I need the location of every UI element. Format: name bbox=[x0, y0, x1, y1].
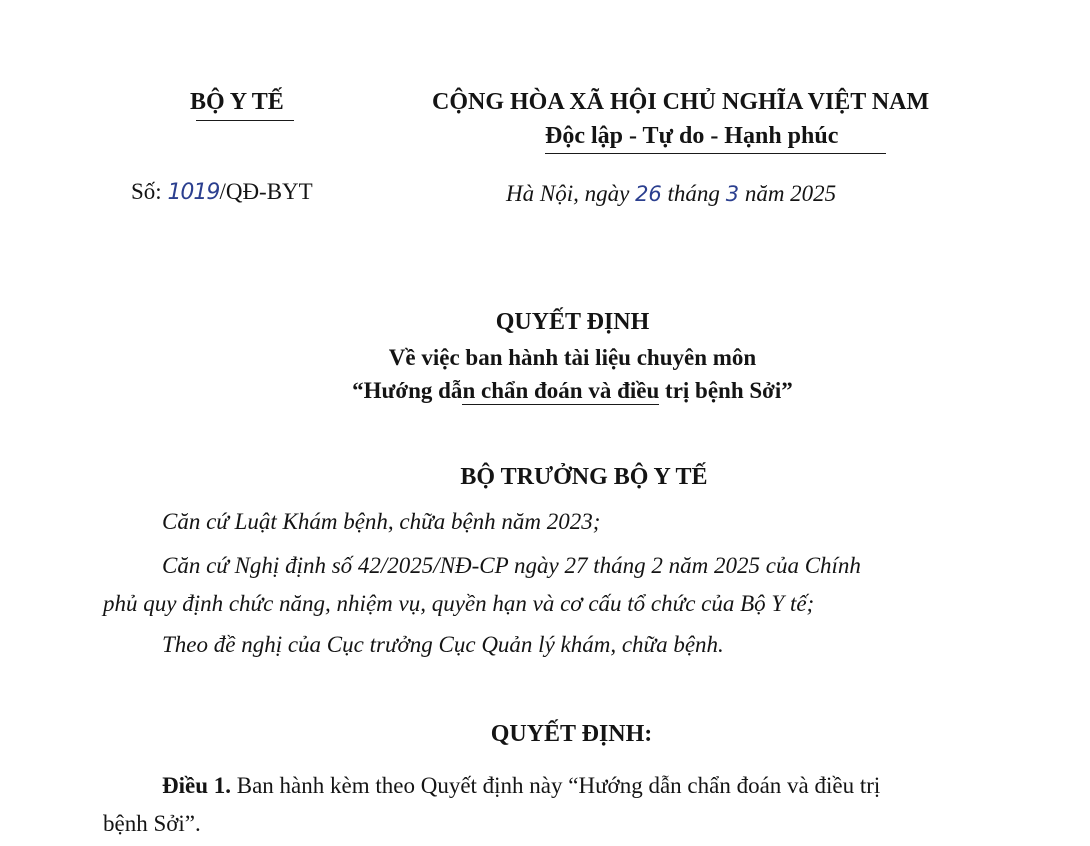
handwritten-day: 26 bbox=[635, 182, 662, 206]
country-title: CỘNG HÒA XÃ HỘI CHỦ NGHĨA VIỆT NAM bbox=[432, 89, 930, 115]
agency-name: BỘ Y TẾ bbox=[190, 89, 284, 115]
date-year: năm 2025 bbox=[739, 181, 837, 206]
basis-line-2a: Căn cứ Nghị định số 42/2025/NĐ-CP ngày 27 tháng 2 năm 2025 của Chính bbox=[162, 553, 861, 578]
reference-prefix: Số: bbox=[131, 179, 168, 204]
basis-line-1: Căn cứ Luật Khám bệnh, chữa bệnh năm 2023; bbox=[162, 509, 601, 534]
handwritten-number: 1019 bbox=[167, 180, 220, 205]
decision-subject: Về việc ban hành tài liệu chuyên môn bbox=[388, 345, 757, 370]
basis-line-3: Theo đề nghị của Cục trưởng Cục Quản lý khám, chữa bệnh. bbox=[162, 632, 724, 657]
decision-title: QUYẾT ĐỊNH bbox=[495, 309, 650, 335]
reference-suffix: /QĐ-BYT bbox=[219, 179, 313, 204]
document-name-part1: “Hướng dẫ bbox=[352, 378, 463, 403]
motto-underline bbox=[545, 153, 886, 154]
reference-number bbox=[131, 180, 313, 204]
issuing-authority: BỘ TRƯỞNG BỘ Y TẾ bbox=[460, 464, 708, 490]
place-date bbox=[506, 182, 836, 205]
agency-underline bbox=[196, 120, 294, 121]
national-motto: Độc lập - Tự do - Hạnh phúc bbox=[545, 123, 839, 149]
date-prefix: Hà Nội, ngày bbox=[506, 181, 636, 206]
article-1-label: Điều 1. bbox=[162, 773, 231, 798]
article-1-line-2: bệnh Sởi”. bbox=[103, 811, 201, 836]
article-1-line-1 bbox=[162, 774, 880, 797]
handwritten-month: 3 bbox=[725, 182, 740, 206]
date-month-label: tháng bbox=[661, 181, 726, 206]
decision-heading: QUYẾT ĐỊNH: bbox=[490, 721, 653, 747]
basis-line-2b: phủ quy định chức năng, nhiệm vụ, quyền hạn và cơ cấu tổ chức của Bộ Y tế; bbox=[103, 591, 815, 616]
article-1-text: Ban hành kèm theo Quyết định này “Hướng dẫn chẩn đoán và điều trị bbox=[231, 773, 881, 798]
document-name bbox=[0, 379, 1090, 402]
document-name-part2: n chẩn đoán và điều bbox=[462, 378, 660, 403]
document-name-part3: trị bệnh Sởi” bbox=[659, 378, 793, 403]
